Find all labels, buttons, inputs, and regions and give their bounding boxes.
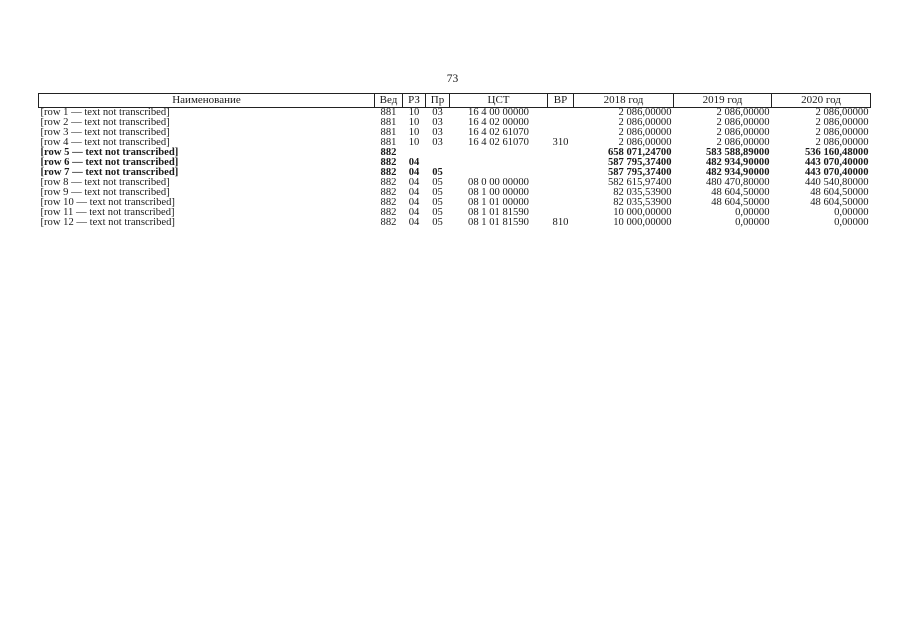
page-number: 73 (446, 73, 459, 85)
cell-section: 04 (408, 167, 420, 178)
cell-target-article: 08 1 01 81590 (468, 217, 529, 228)
cell-subsection: 05 (432, 207, 443, 218)
cell-section: 04 (408, 177, 420, 188)
cell-department: 881 (380, 117, 397, 128)
cell-target-article (450, 158, 548, 168)
cell-subsection: 03 (432, 107, 443, 118)
cell-expense-type (548, 108, 574, 119)
cell-year-2018: 10 000,00000 (613, 217, 672, 228)
cell-name: [row 6 — text not transcribed] (40, 157, 179, 168)
cell-year-2018: 658 071,24700 (607, 147, 672, 158)
cell-subsection: 03 (432, 117, 443, 128)
cell-subsection: 05 (432, 167, 443, 178)
cell-department: 882 (380, 167, 397, 178)
cell-year-2018: 82 035,53900 (613, 187, 672, 198)
cell-subsection: 03 (432, 127, 443, 138)
cell-department: 882 (380, 207, 397, 218)
cell-year-2020: 48 604,50000 (810, 187, 869, 198)
cell-name: [row 11 — text not transcribed] (40, 207, 175, 218)
cell-section: 04 (408, 157, 420, 168)
cell-subsection: 05 (432, 197, 443, 208)
cell-department: 881 (380, 127, 397, 138)
cell-section: 10 (408, 127, 420, 138)
cell-year-2018: 2 086,00000 (618, 107, 672, 118)
cell-target-article: 16 4 02 61070 (468, 137, 529, 148)
cell-year-2020: 443 070,40000 (804, 157, 869, 168)
cell-name: [row 1 — text not transcribed] (40, 107, 170, 118)
cell-subsection (426, 148, 450, 158)
header-subsection: Пр (426, 94, 450, 108)
cell-year-2018: 2 086,00000 (618, 137, 672, 148)
cell-department: 882 (380, 197, 397, 208)
cell-year-2019: 482 934,90000 (705, 157, 770, 168)
cell-year-2018: 587 795,37400 (607, 167, 672, 178)
cell-year-2019: 48 604,50000 (711, 187, 770, 198)
cell-year-2019: 2 086,00000 (716, 127, 770, 138)
cell-expense-type (548, 188, 574, 198)
cell-target-article (450, 148, 548, 158)
cell-year-2020: 536 160,48000 (804, 147, 869, 158)
cell-subsection: 05 (432, 177, 443, 188)
header-row (39, 94, 871, 108)
cell-section: 04 (408, 187, 420, 198)
cell-target-article: 08 1 01 81590 (468, 207, 529, 218)
cell-department: 881 (380, 137, 397, 148)
cell-name: [row 3 — text not transcribed] (40, 127, 170, 138)
cell-target-article: 08 1 01 00000 (468, 197, 529, 208)
cell-name: [row 5 — text not transcribed] (40, 147, 179, 158)
cell-section: 10 (408, 117, 420, 128)
header-year-2019: 2019 год (674, 94, 772, 108)
cell-department: 882 (380, 157, 397, 168)
cell-expense-type: 310 (552, 137, 569, 148)
cell-target-article: 16 4 02 61070 (468, 127, 529, 138)
header-department: Вед (375, 94, 403, 108)
cell-year-2019: 480 470,80000 (705, 177, 770, 188)
header-year-2018: 2018 год (574, 94, 674, 108)
cell-expense-type (548, 158, 574, 168)
cell-year-2019: 2 086,00000 (716, 117, 770, 128)
cell-target-article: 08 0 00 00000 (468, 177, 529, 188)
cell-year-2019: 2 086,00000 (716, 107, 770, 118)
header-expense-type: ВР (548, 94, 574, 108)
cell-year-2019: 482 934,90000 (705, 167, 770, 178)
cell-year-2020: 0,00000 (834, 207, 869, 218)
cell-department: 882 (380, 147, 397, 158)
cell-subsection: 03 (432, 137, 443, 148)
header-target-article: ЦСТ (450, 94, 548, 108)
cell-subsection: 05 (432, 187, 443, 198)
cell-section: 04 (408, 207, 420, 218)
cell-year-2018: 10 000,00000 (613, 207, 672, 218)
cell-name: [row 12 — text not transcribed] (40, 217, 175, 228)
cell-year-2020: 2 086,00000 (815, 107, 869, 118)
cell-department: 882 (380, 217, 397, 228)
cell-target-article: 08 1 00 00000 (468, 187, 529, 198)
cell-section: 10 (408, 137, 420, 148)
cell-year-2020: 443 070,40000 (804, 167, 869, 178)
cell-department: 881 (380, 107, 397, 118)
cell-expense-type (548, 148, 574, 158)
budget-table (38, 93, 871, 228)
table-row (39, 218, 871, 228)
cell-name: [row 10 — text not transcribed] (40, 197, 175, 208)
cell-expense-type (548, 198, 574, 208)
cell-name: [row 7 — text not transcribed] (40, 167, 179, 178)
cell-department: 882 (380, 187, 397, 198)
cell-year-2020: 2 086,00000 (815, 117, 869, 128)
cell-year-2019: 0,00000 (735, 217, 770, 228)
cell-name: [row 9 — text not transcribed] (40, 187, 170, 198)
cell-section: 04 (408, 217, 420, 228)
cell-section: 04 (408, 197, 420, 208)
header-name: Наименование (39, 94, 375, 108)
cell-year-2018: 582 615,97400 (607, 177, 672, 188)
header-year-2020: 2020 год (772, 94, 871, 108)
cell-name: [row 2 — text not transcribed] (40, 117, 170, 128)
cell-year-2020: 48 604,50000 (810, 197, 869, 208)
cell-year-2020: 2 086,00000 (815, 137, 869, 148)
cell-subsection: 05 (432, 217, 443, 228)
cell-expense-type (548, 168, 574, 178)
cell-year-2020: 440 540,80000 (804, 177, 869, 188)
table-body (39, 108, 871, 229)
cell-expense-type (548, 118, 574, 128)
cell-name: [row 4 — text not transcribed] (40, 137, 170, 148)
cell-year-2019: 48 604,50000 (711, 197, 770, 208)
cell-year-2020: 2 086,00000 (815, 127, 869, 138)
cell-section: 10 (408, 107, 420, 118)
cell-year-2018: 82 035,53900 (613, 197, 672, 208)
cell-year-2020: 0,00000 (834, 217, 869, 228)
table-header (39, 94, 871, 108)
cell-year-2018: 2 086,00000 (618, 127, 672, 138)
cell-expense-type: 810 (552, 217, 569, 228)
cell-expense-type (548, 178, 574, 188)
cell-name: [row 8 — text not transcribed] (40, 177, 170, 188)
cell-year-2018: 587 795,37400 (607, 157, 672, 168)
cell-year-2018: 2 086,00000 (618, 117, 672, 128)
cell-year-2019: 2 086,00000 (716, 137, 770, 148)
cell-year-2019: 0,00000 (735, 207, 770, 218)
cell-target-article: 16 4 00 00000 (468, 107, 529, 118)
cell-target-article: 16 4 02 00000 (468, 117, 529, 128)
cell-department: 882 (380, 177, 397, 188)
header-section: РЗ (403, 94, 426, 108)
cell-year-2019: 583 588,89000 (705, 147, 770, 158)
